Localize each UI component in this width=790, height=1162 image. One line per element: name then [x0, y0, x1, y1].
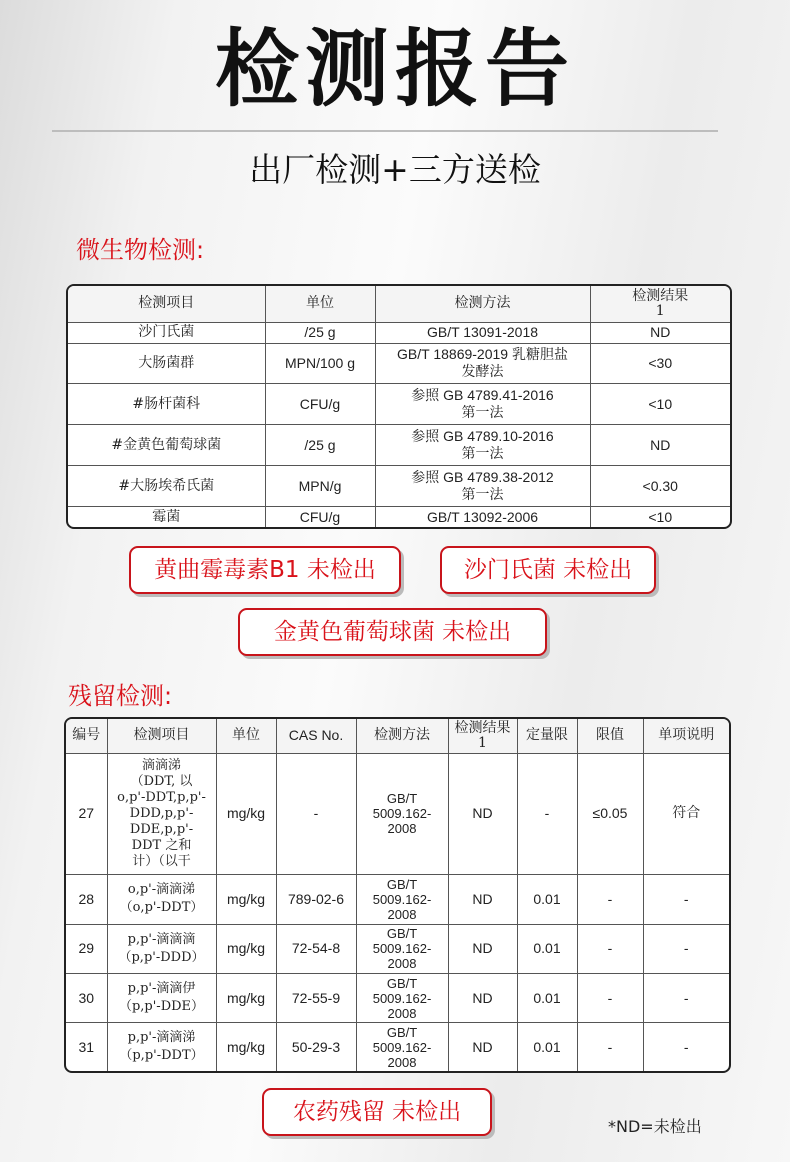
residue-row	[66, 973, 729, 1022]
residue-row	[66, 1023, 729, 1071]
micro-cell-method: GB/T 13092-2006	[375, 507, 590, 527]
residue-cell-unit: mg/kg	[216, 1023, 276, 1071]
micro-row	[68, 343, 730, 383]
residue-cell-method: GB/T 5009.162- 2008	[356, 753, 448, 875]
micro-cell-result: ND	[590, 322, 730, 343]
micro-header-unit: 单位	[265, 286, 375, 322]
residue-cell-unit: mg/kg	[216, 973, 276, 1022]
residue-cell-method: GB/T 5009.162- 2008	[356, 875, 448, 924]
residue-cell-limit: -	[577, 1023, 643, 1071]
residue-cell-item: p,p'-滴滴伊 （p,p'-DDE）	[107, 973, 216, 1022]
residue-cell-limit: -	[577, 875, 643, 924]
micro-cell-item: 沙门氏菌	[68, 322, 265, 343]
micro-header-row	[68, 286, 730, 322]
residue-cell-method: GB/T 5009.162- 2008	[356, 924, 448, 973]
residue-row	[66, 753, 729, 875]
micro-header-item: 检测项目	[68, 286, 265, 322]
residue-cell-loq: 0.01	[517, 875, 577, 924]
residue-cell-loq: 0.01	[517, 1023, 577, 1071]
micro-cell-result: <30	[590, 343, 730, 383]
residue-cell-note: -	[643, 1023, 729, 1071]
micro-cell-result: <0.30	[590, 465, 730, 506]
residue-cell-unit: mg/kg	[216, 924, 276, 973]
residue-header-result: 检测结果 1	[448, 719, 517, 753]
residue-header-item: 检测项目	[107, 719, 216, 753]
micro-cell-unit: MPN/g	[265, 465, 375, 506]
residue-table	[66, 719, 729, 1071]
residue-cell-no: 28	[66, 875, 107, 924]
residue-header-cas: CAS No.	[276, 719, 356, 753]
residue-cell-unit: mg/kg	[216, 753, 276, 875]
residue-cell-note: -	[643, 973, 729, 1022]
micro-cell-unit: /25 g	[265, 425, 375, 465]
micro-cell-unit: MPN/100 g	[265, 343, 375, 383]
micro-cell-method: GB/T 18869-2019 乳糖胆盐 发酵法	[375, 343, 590, 383]
micro-cell-item: #肠杆菌科	[68, 384, 265, 425]
micro-cell-unit: CFU/g	[265, 507, 375, 527]
residue-cell-cas: 50-29-3	[276, 1023, 356, 1071]
micro-cell-unit: CFU/g	[265, 384, 375, 425]
micro-cell-result: ND	[590, 425, 730, 465]
residue-cell-limit: -	[577, 973, 643, 1022]
residue-cell-note: -	[643, 875, 729, 924]
residue-cell-loq: 0.01	[517, 973, 577, 1022]
micro-cell-item: 大肠菌群	[68, 343, 265, 383]
micro-row	[68, 465, 730, 506]
title-divider	[52, 130, 718, 132]
micro-cell-method: 参照 GB 4789.41-2016 第一法	[375, 384, 590, 425]
residue-cell-result: ND	[448, 924, 517, 973]
residue-header-loq: 定量限	[517, 719, 577, 753]
salmonella-result-tag: 沙门氏菌 未检出	[440, 546, 656, 594]
residue-cell-limit: ≤0.05	[577, 753, 643, 875]
micro-section-label: 微生物检测:	[76, 236, 205, 264]
residue-cell-cas: 72-55-9	[276, 973, 356, 1022]
residue-cell-note: -	[643, 924, 729, 973]
residue-header-row	[66, 719, 729, 753]
residue-cell-limit: -	[577, 924, 643, 973]
residue-cell-note: 符合	[643, 753, 729, 875]
residue-cell-item: p,p'-滴滴滴 （p,p'-DDD）	[107, 924, 216, 973]
residue-header-limit: 限值	[577, 719, 643, 753]
micro-row	[68, 322, 730, 343]
micro-cell-item: 霉菌	[68, 507, 265, 527]
micro-cell-method: 参照 GB 4789.38-2012 第一法	[375, 465, 590, 506]
residue-cell-cas: 789-02-6	[276, 875, 356, 924]
residue-cell-item: o,p'-滴滴涕 （o,p'-DDT）	[107, 875, 216, 924]
residue-cell-unit: mg/kg	[216, 875, 276, 924]
micro-row	[68, 425, 730, 465]
page-title: 检测报告	[214, 20, 575, 118]
residue-section-label: 残留检测:	[68, 682, 173, 710]
micro-row	[68, 384, 730, 425]
residue-cell-method: GB/T 5009.162- 2008	[356, 973, 448, 1022]
micro-cell-method: GB/T 13091-2018	[375, 322, 590, 343]
residue-cell-no: 31	[66, 1023, 107, 1071]
residue-cell-item: 滴滴涕 （DDT, 以 o,p'-DDT,p,p'- DDD,p,p'- DDE,p,p'- DDT 之和 计）（以干	[107, 753, 216, 875]
page-subtitle: 出厂检测+三方送检	[249, 150, 541, 189]
footnote: *ND=未检出	[608, 1117, 702, 1136]
residue-cell-result: ND	[448, 875, 517, 924]
residue-header-note: 单项说明	[643, 719, 729, 753]
residue-table-card	[64, 717, 731, 1073]
micro-table-card	[66, 284, 732, 529]
residue-cell-result: ND	[448, 1023, 517, 1071]
residue-cell-result: ND	[448, 973, 517, 1022]
residue-cell-result: ND	[448, 753, 517, 875]
residue-cell-no: 30	[66, 973, 107, 1022]
residue-cell-loq: -	[517, 753, 577, 875]
micro-cell-result: <10	[590, 507, 730, 527]
residue-cell-cas: 72-54-8	[276, 924, 356, 973]
micro-cell-item: #大肠埃希氏菌	[68, 465, 265, 506]
residue-cell-loq: 0.01	[517, 924, 577, 973]
micro-cell-unit: /25 g	[265, 322, 375, 343]
residue-cell-no: 27	[66, 753, 107, 875]
micro-header-result: 检测结果 1	[590, 286, 730, 322]
micro-cell-result: <10	[590, 384, 730, 425]
micro-cell-method: 参照 GB 4789.10-2016 第一法	[375, 425, 590, 465]
residue-row	[66, 875, 729, 924]
aflatoxin-result-tag: 黄曲霉毒素B1 未检出	[129, 546, 401, 594]
micro-header-method: 检测方法	[375, 286, 590, 322]
staph-result-tag: 金黄色葡萄球菌 未检出	[238, 608, 547, 656]
residue-cell-method: GB/T 5009.162- 2008	[356, 1023, 448, 1071]
micro-cell-item: #金黄色葡萄球菌	[68, 425, 265, 465]
residue-row	[66, 924, 729, 973]
residue-cell-item: p,p'-滴滴涕 （p,p'-DDT）	[107, 1023, 216, 1071]
pesticide-result-tag: 农药残留 未检出	[262, 1088, 492, 1136]
residue-header-unit: 单位	[216, 719, 276, 753]
residue-cell-no: 29	[66, 924, 107, 973]
residue-cell-cas: -	[276, 753, 356, 875]
micro-row	[68, 507, 730, 527]
residue-header-no: 编号	[66, 719, 107, 753]
residue-header-method: 检测方法	[356, 719, 448, 753]
micro-table	[68, 286, 730, 527]
